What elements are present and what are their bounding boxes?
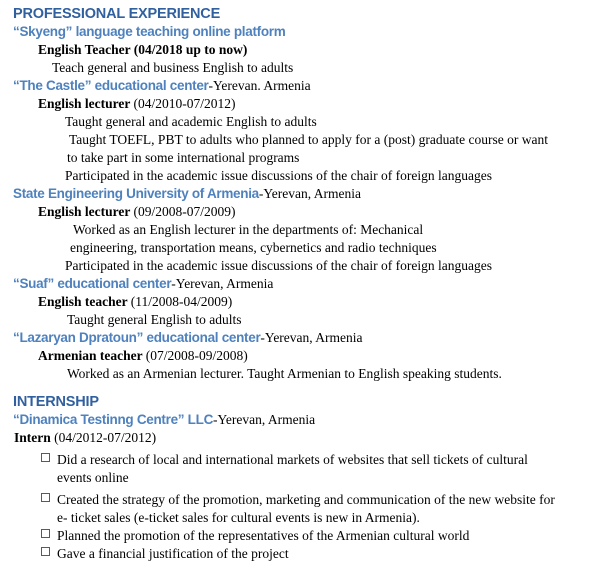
org-name: “Dinamica Testinng Centre” LLC	[13, 412, 214, 427]
job-detail: Participated in the academic issue discussions of the chair of foreign languages	[65, 258, 492, 273]
checkbox-bullet-icon	[41, 547, 50, 556]
org-line-lazaryan-dpratoun	[13, 329, 604, 347]
job-title-line	[38, 203, 604, 221]
org-name: “The Castle” educational center	[13, 78, 209, 93]
job-detail: Taught general English to adults	[67, 312, 242, 327]
org-location: -Yerevan, Armenia	[258, 186, 361, 201]
job-dates: (09/2008-07/2009)	[133, 204, 236, 219]
org-line-suaf	[13, 275, 604, 293]
section-heading-internship: INTERNSHIP	[13, 394, 99, 410]
org-line-dinamica	[13, 411, 604, 429]
job-dates: (11/2008-04/2009)	[130, 294, 233, 309]
bullet-text: Gave a financial justification of the project	[57, 546, 289, 561]
org-name: State Engineering University of Armenia	[13, 186, 259, 201]
job-title-line	[38, 41, 604, 59]
org-line-the-castle	[13, 77, 604, 95]
internship-bullet	[41, 451, 604, 469]
job-title: English lecturer	[38, 96, 131, 111]
job-detail-continuation: engineering, transportation means, cybernetics and radio techniques	[70, 240, 437, 255]
job-detail: Taught general and academic English to adults	[65, 114, 317, 129]
job-title-line	[38, 347, 604, 365]
internship-bullet	[41, 491, 604, 509]
job-dates: (04/2018 up to now)	[133, 42, 248, 57]
org-location: -Yerevan, Armenia	[171, 276, 274, 291]
job-title: Intern	[14, 430, 51, 445]
job-title-line	[14, 429, 604, 447]
job-title-line	[38, 95, 604, 113]
internship-bullet	[41, 545, 604, 563]
org-line-skyeng	[13, 23, 604, 41]
job-dates: (07/2008-09/2008)	[145, 348, 248, 363]
job-detail: Participated in the academic issue discussions of the chair of foreign languages	[65, 168, 492, 183]
org-name: “Suaf” educational center	[13, 276, 172, 291]
bullet-text: Created the strategy of the promotion, marketing and communication of the new website for	[57, 492, 555, 507]
job-detail: Taught TOEFL, PBT to adults who planned to apply for a (post) graduate course or want	[69, 132, 548, 147]
job-title: English teacher	[38, 294, 128, 309]
job-title: Armenian teacher	[38, 348, 143, 363]
org-location: -Yerevan, Armenia	[260, 330, 363, 345]
job-detail: Teach general and business English to adults	[52, 60, 294, 75]
bullet-text: Did a research of local and international markets of websites that sell tickets of cultural	[57, 452, 528, 467]
job-title: English Teacher	[38, 42, 131, 57]
checkbox-bullet-icon	[41, 493, 50, 502]
internship-bullet	[41, 527, 604, 545]
org-name: “Lazaryan Dpratoun” educational center	[13, 330, 261, 345]
job-detail: Worked as an English lecturer in the departments of: Mechanical	[73, 222, 424, 237]
bullet-text-continuation: events online	[57, 470, 129, 485]
job-title-line	[38, 293, 604, 311]
checkbox-bullet-icon	[41, 453, 50, 462]
checkbox-bullet-icon	[41, 529, 50, 538]
job-dates: (04/2012-07/2012)	[54, 430, 157, 445]
bullet-text-continuation: e- ticket sales (e-ticket sales for cultural events is new in Armenia).	[57, 510, 420, 525]
section-heading-professional-experience: PROFESSIONAL EXPERIENCE	[13, 6, 221, 22]
job-title: English lecturer	[38, 204, 131, 219]
section-gap	[0, 383, 604, 393]
org-location: -Yerevan. Armenia	[208, 78, 311, 93]
job-dates: (04/2010-07/2012)	[133, 96, 236, 111]
org-location: -Yerevan, Armenia	[213, 412, 316, 427]
job-detail-continuation: to take part in some international programs	[67, 150, 300, 165]
org-line-state-engineering-university	[13, 185, 604, 203]
bullet-text: Planned the promotion of the representatives of the Armenian cultural world	[57, 528, 470, 543]
org-name: “Skyeng” language teaching online platform	[13, 24, 286, 39]
job-detail: Worked as an Armenian lecturer. Taught Armenian to English speaking students.	[67, 366, 502, 381]
